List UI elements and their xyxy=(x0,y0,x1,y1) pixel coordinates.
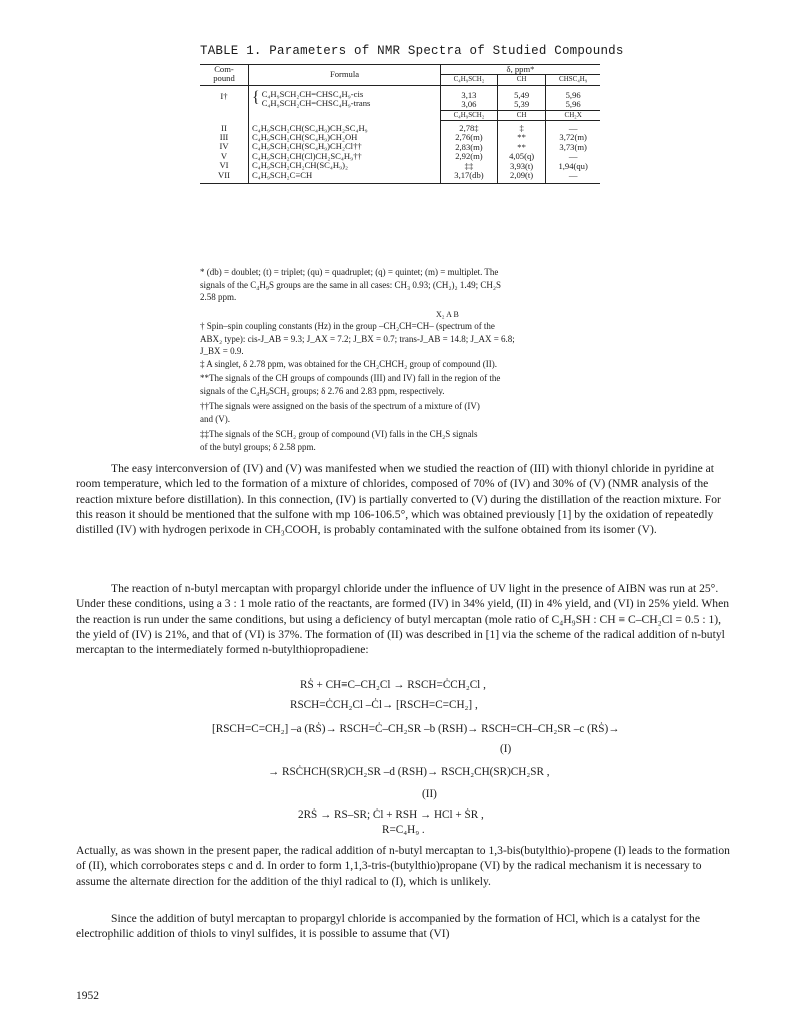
equation-4-label: (II) xyxy=(422,788,437,800)
table-row-group1 xyxy=(200,85,600,110)
value-cell-c3: 5,96 5,96 xyxy=(546,85,600,110)
value-cell-c1: 3,13 3,06 xyxy=(441,85,498,110)
value-cell-c3: — 3,72(m) 3,73(m) — 1,94(qu) — xyxy=(546,121,600,184)
footnote-double-dagger-2: ††The signals were assigned on the basis of the spectrum of a mixture of (IV) and (V). xyxy=(200,401,480,424)
brace: { xyxy=(252,88,260,106)
equation-5: 2RṠ → RS–SR; Ċl + RSH → HCl + ṠR , xyxy=(298,809,484,821)
equation-1: RṠ + CH≡C–CH₂Cl → RSCH=ĊCH₂Cl , xyxy=(300,679,486,691)
subheader-c1: C₄H₉SCH₂ xyxy=(441,75,498,85)
footnote-dagger: † Spin–spin coupling constants (Hz) in the group –CH₂CH=CH– (spectrum of the ABX₂ type): cis-J_AB = 9.3; J_AX = 7.2; J_BX = 0.7; trans-J_AB = 14.8; J_AX = 6.8; J_BX = 0.9. xyxy=(200,321,515,356)
equation-3-label: (I) xyxy=(500,743,512,755)
value-cell-c2: 5,49 5,39 xyxy=(497,85,545,110)
compound-header: Com- pound xyxy=(200,65,249,86)
paragraph-4: Since the addition of butyl mercaptan to propargyl chloride is accompanied by the formation of HCl, which is a catalyst for the electrophilic addition of thiols to vinyl sulfides, it is possible to assume that (VI) xyxy=(76,912,700,941)
delta-header: δ, ppm* xyxy=(441,65,601,75)
subheader2-c1: C₄H₉SCH₂ xyxy=(441,110,498,120)
paragraph-3: Actually, as was shown in the present paper, the radical addition of n-butyl mercaptan to 1,3-bis(butylthio)-propene (I) leads to the formation of (II), which corroborates steps c and d. In order to form 1,1,3-tris-(butylthio)propane (VI) by the radical mechanism it is necessary to assume the alternate direction for the addition of the thiyl radical to (I), which is unlikely. xyxy=(76,844,730,888)
equation-4: → RSĊHCH(SR)CH₂SR –d (RSH)→ RSCH₂CH(SR)CH₂SR , xyxy=(268,766,550,778)
value-cell-c2: ‡ ** ** 4,05(q) 3,93(t) 2,09(t) xyxy=(497,121,545,184)
footnote-double-star: **The signals of the CH groups of compounds (III) and IV) fall in the region of the signals of the C₄H₉SCH₂ groups; δ 2.76 and 2.83 ppm, respectively. xyxy=(200,373,501,396)
equation-2: RSCH=ĊCH₂Cl –Ċl→ [RSCH=C=CH₂] , xyxy=(290,699,478,711)
table-row-group2 xyxy=(200,121,600,184)
paragraph-1: The easy interconversion of (IV) and (V) was manifested when we studied the reaction of (III) with thionyl chloride in pyridine at room temperature, which led to the formation of a mixture of chlorides, composed of 70% of (IV) and 30% of (V) (NMR analysis of the reaction mixture before distillation). In this connection, (IV) is partially converted to (V) during the distillation of the reaction mixture. For this reason it should be mentioned that the sulfone with mp 106-106.5°, which was obtained previously [1] by the oxidation of repeatedly distilled (IV) with hydrogen perixode in CH₃COOH, is probably contaminated with the sulfone obtained from its isomer (V). xyxy=(76,462,721,537)
paragraph-2: The reaction of n-butyl mercaptan with propargyl chloride under the influence of UV light in the presence of AIBN was run at 25°. Under these conditions, using a 3 : 1 mole ratio of the reactants, are formed (IV) in 34% yield, (II) in 4% yield, and (VI) in 25% yield. When the reaction is run under the same conditions, but using a deficiency of butyl mercaptan (mole ratio of C₄H₉SH : CH ≡ C–CH₂Cl = 0.5 : 1), the yield of (IV) is 21%, and that of (VI) is 37%. The formation of (II) was described in [1] via the scheme of the radical addition of n-butyl mercaptan to the intermediately formed n-butylthiopropadiene: xyxy=(76,582,730,657)
value-cell-c1: 2,78‡ 2,76(m) 2,83(m) 2,92(m) ‡‡ 3,17(db) xyxy=(441,121,498,184)
table-caption: TABLE 1. Parameters of NMR Spectra of Studied Compounds xyxy=(200,44,624,58)
formula-cell: C₄H₉SCH₂CH(SC₄H₉)CH₂SC₄H₉ C₄H₉SCH₂CH(SC₄H₉)CH₂OH C₄H₉SCH₂CH(SC₄H₉)CH₂Cl†† C₄H₉SCH₂CH(Cl)CH₂SC₄H₉†† C₄H₉SCH₂CH₂CH(SC₄H₉)₂ C₄H₉SCH₂C≡CH xyxy=(249,121,441,184)
footnote-marks: X₂ A B xyxy=(436,310,459,319)
subheader-c2: CH xyxy=(497,75,545,85)
footnote-double-ddagger: ‡‡The signals of the SCH₂ group of compound (VI) falls in the CH₂S signals of the butyl groups; δ 2.58 ppm. xyxy=(200,429,478,452)
compound-cell: I† xyxy=(220,90,228,101)
subheader2-c2: CH xyxy=(497,110,545,120)
footnote-double-dagger: ‡ A singlet, δ 2.78 ppm, was obtained for the CH₂CHCH₂ group of compound (II). xyxy=(200,359,497,369)
subheader-c3: CHSC₄H₉ xyxy=(546,75,600,85)
equation-6: R=C₄H₉ . xyxy=(382,824,425,836)
footnote-star: * (db) = doublet; (t) = triplet; (qu) = quadruplet; (q) = quintet; (m) = multiplet. The signals of the C₄H₉S groups are the same in all cases: CH₃ 0.93; (CH₂)₂ 1.49; CH₂S 2.58 ppm. xyxy=(200,267,502,302)
formula-cell: { C₄H₉SCH₂CH=CHSC₄H₉-cis C₄H₉SCH₂CH=CHSC₄H₉-trans xyxy=(249,85,441,110)
equation-3: [RSCH=C=CH₂] –a (RṠ)→ RSCH=Ċ–CH₂SR –b (RSH)→ RSCH=CH–CH₂SR –c (RṠ)→ xyxy=(212,723,620,735)
subheader2-c3: CH₂X xyxy=(546,110,600,120)
page-number: 1952 xyxy=(76,990,99,1002)
compound-cell: II III IV V VI VII xyxy=(218,122,230,180)
nmr-table xyxy=(200,64,600,184)
formula-header: Formula xyxy=(249,65,441,86)
